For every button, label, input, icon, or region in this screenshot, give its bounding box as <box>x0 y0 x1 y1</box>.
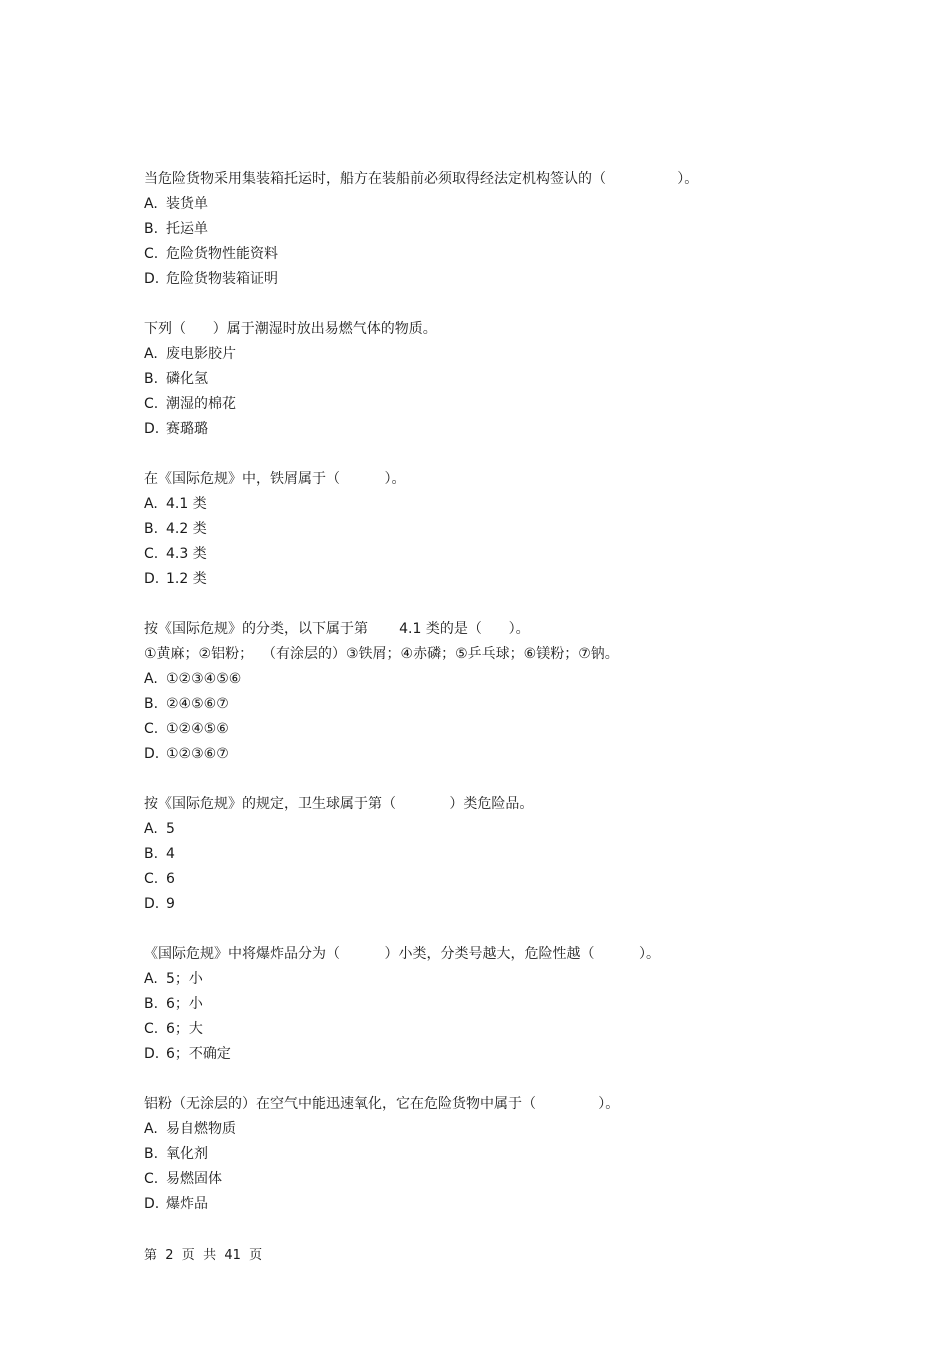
option-letter: B. <box>144 996 159 1012</box>
option-text: 潮湿的棉花 <box>166 396 236 412</box>
option-a <box>144 667 804 692</box>
question-stem: 在《国际危规》中，铁屑属于（ ）。 <box>144 471 406 487</box>
option-d <box>144 1042 804 1067</box>
option-c <box>144 1167 804 1192</box>
option-text: 4.2 类 <box>166 521 207 537</box>
option-text: 6；大 <box>166 1021 203 1037</box>
question-list <box>144 167 804 1242</box>
option-a <box>144 342 804 367</box>
option-text: ①②③⑥⑦ <box>166 746 229 762</box>
option-b <box>144 692 804 717</box>
option-text: 危险货物性能资料 <box>166 246 278 262</box>
option-text: 易燃固体 <box>166 1171 222 1187</box>
option-b <box>144 367 804 392</box>
option-letter: A. <box>144 821 158 837</box>
question-5 <box>144 792 804 917</box>
option-letter: A. <box>144 196 158 212</box>
option-b <box>144 1142 804 1167</box>
option-letter: D. <box>144 896 160 912</box>
option-letter: C. <box>144 721 159 737</box>
option-letter: C. <box>144 871 159 887</box>
option-c <box>144 242 804 267</box>
option-c <box>144 542 804 567</box>
question-stem: 按《国际危规》的规定，卫生球属于第（ ）类危险品。 <box>144 796 534 812</box>
option-text: 装货单 <box>166 196 208 212</box>
question-stem: 下列（ ）属于潮湿时放出易燃气体的物质。 <box>144 321 437 337</box>
option-letter: A. <box>144 496 158 512</box>
option-text: 6；小 <box>166 996 203 1012</box>
option-text: 氧化剂 <box>166 1146 208 1162</box>
option-letter: B. <box>144 221 159 237</box>
option-text: 6 <box>166 871 175 887</box>
option-text: 磷化氢 <box>166 371 208 387</box>
option-c <box>144 867 804 892</box>
option-text: 4.1 类 <box>166 496 207 512</box>
option-letter: A. <box>144 671 158 687</box>
option-letter: D. <box>144 1046 160 1062</box>
option-a <box>144 492 804 517</box>
question-stem: 按《国际危规》的分类，以下属于第 4.1 类的是（ ）。 <box>144 621 530 637</box>
question-item-list: ①黄麻；②铝粉； （有涂层的）③铁屑；④赤磷；⑤乒乓球；⑥镁粉；⑦钠。 <box>144 646 619 662</box>
option-letter: D. <box>144 571 160 587</box>
option-text: 易自燃物质 <box>166 1121 236 1137</box>
option-a <box>144 817 804 842</box>
option-letter: D. <box>144 746 160 762</box>
page-number-footer: 第 2 页 共 41 页 <box>144 1248 263 1263</box>
option-a <box>144 967 804 992</box>
option-a <box>144 192 804 217</box>
option-text: 危险货物装箱证明 <box>166 271 278 287</box>
option-letter: D. <box>144 1196 160 1212</box>
option-text: 5 <box>166 821 175 837</box>
option-d <box>144 1192 804 1217</box>
option-c <box>144 392 804 417</box>
option-text: 废电影胶片 <box>166 346 236 362</box>
option-letter: C. <box>144 1021 159 1037</box>
question-stem: 铝粉（无涂层的）在空气中能迅速氧化，它在危险货物中属于（ ）。 <box>144 1096 620 1112</box>
option-text: 6；不确定 <box>166 1046 231 1062</box>
option-letter: B. <box>144 521 159 537</box>
question-stem: 《国际危规》中将爆炸品分为（ ）小类，分类号越大，危险性越（ ）。 <box>144 946 661 962</box>
option-text: ②④⑤⑥⑦ <box>166 696 229 712</box>
option-b <box>144 217 804 242</box>
option-letter: A. <box>144 346 158 362</box>
option-a <box>144 1117 804 1142</box>
option-letter: C. <box>144 246 159 262</box>
option-letter: B. <box>144 1146 159 1162</box>
option-letter: A. <box>144 971 158 987</box>
option-d <box>144 742 804 767</box>
option-d <box>144 417 804 442</box>
option-letter: B. <box>144 371 159 387</box>
option-text: 9 <box>166 896 175 912</box>
option-b <box>144 992 804 1017</box>
option-text: 托运单 <box>166 221 208 237</box>
option-d <box>144 267 804 292</box>
option-b <box>144 517 804 542</box>
option-letter: D. <box>144 271 160 287</box>
option-c <box>144 1017 804 1042</box>
question-7 <box>144 1092 804 1217</box>
option-letter: B. <box>144 696 159 712</box>
option-letter: D. <box>144 421 160 437</box>
option-letter: C. <box>144 1171 159 1187</box>
option-text: 4.3 类 <box>166 546 207 562</box>
option-text: 4 <box>166 846 175 862</box>
option-text: 5；小 <box>166 971 203 987</box>
question-6 <box>144 942 804 1067</box>
question-1 <box>144 167 804 292</box>
option-c <box>144 717 804 742</box>
option-d <box>144 567 804 592</box>
option-text: 赛璐璐 <box>166 421 208 437</box>
question-stem: 当危险货物采用集装箱托运时，船方在装船前必须取得经法定机构签认的（ ）。 <box>144 171 699 187</box>
option-text: ①②④⑤⑥ <box>166 721 229 737</box>
option-text: 爆炸品 <box>166 1196 208 1212</box>
option-b <box>144 842 804 867</box>
option-letter: C. <box>144 546 159 562</box>
option-letter: B. <box>144 846 159 862</box>
question-2 <box>144 317 804 442</box>
option-d <box>144 892 804 917</box>
question-4 <box>144 617 804 767</box>
option-text: ①②③④⑤⑥ <box>166 671 242 687</box>
question-3 <box>144 467 804 592</box>
option-text: 1.2 类 <box>166 571 207 587</box>
option-letter: A. <box>144 1121 158 1137</box>
option-letter: C. <box>144 396 159 412</box>
